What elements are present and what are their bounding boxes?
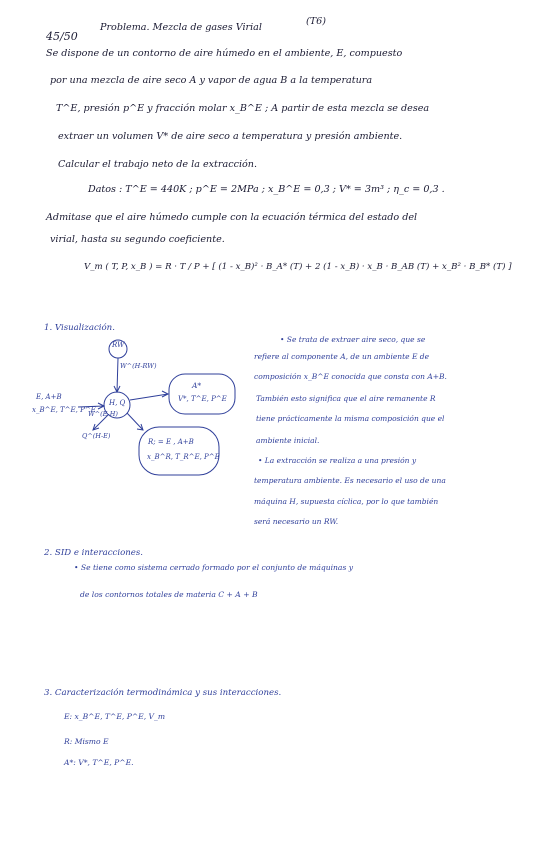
statement-line: extraer un volumen V* de aire seco a temperatura y presión ambiente.	[58, 131, 403, 142]
note-line: También esto significa que el aire remanente R	[256, 394, 436, 403]
machine-label: H, Q	[109, 399, 126, 407]
heat-label: Q^(H-E)	[82, 432, 111, 440]
a-star-box	[169, 374, 235, 414]
ambient-props-label: x_B^E, T^E, P^E	[32, 406, 96, 414]
assumption-line: Admitase que el aire húmedo cumple con la ecuación térmica del estado del	[46, 212, 418, 223]
work-top-label: W^(H-RW)	[120, 362, 157, 370]
sid-line: • Se tiene como sistema cerrado formado por el conjunto de máquinas y	[74, 563, 354, 572]
note-line: temperatura ambiente. Es necesario el uso de una	[254, 476, 446, 485]
statement-line: Calcular el trabajo neto de la extracción.	[58, 159, 258, 170]
rw-label: RW	[112, 341, 125, 349]
statement-line: T^E, presión p^E y fracción molar x_B^E ; A partir de esta mezcla se desea	[56, 103, 430, 114]
h-to-r-arrow	[127, 413, 143, 430]
statement-line: por una mezcla de aire seco A y vapor de agua B a la temperatura	[50, 75, 373, 86]
note-line: tiene prácticamente la misma composición que el	[256, 414, 445, 423]
section-heading-characterization: 3. Caracterización termodinámica y sus interacciones.	[44, 688, 282, 698]
page-number: 45/50	[46, 30, 78, 43]
characterization-item: A*: V*, T^E, P^E.	[64, 758, 134, 767]
work-left-label: W^(E-H)	[88, 410, 118, 418]
characterization-item: R: Mismo E	[64, 737, 109, 746]
rw-arrow	[117, 358, 118, 392]
note-line: composición x_B^E conocida que consta con A+B.	[254, 372, 447, 381]
ambient-state-label: E, A+B	[36, 393, 62, 401]
note-line: ambiente inicial.	[256, 436, 320, 445]
section-heading-visualization: 1. Visualización.	[44, 323, 115, 333]
characterization-item: E: x_B^E, T^E, P^E, V_m	[64, 712, 166, 721]
remanent-label: R; = E , A+B	[148, 438, 194, 446]
section-heading-sid: 2. SID e interacciones.	[44, 548, 144, 558]
note-line: • La extracción se realiza a una presión y	[258, 456, 417, 465]
note-line: será necesario un RW.	[254, 517, 339, 526]
remanent-props: x_B^R, T_R^E, P^E	[147, 453, 220, 461]
remanent-box	[139, 427, 219, 475]
sid-line: de los contornos totales de materia C + A + B	[80, 590, 258, 599]
virial-equation: V_m ( T, P, x_B ) = R · T / P + [ (1 - x_B)² · B_A* (T) + 2 (1 - x_B) · x_B · B_AB (T) + x_B² · B_B* (T) ]	[84, 262, 512, 272]
problem-title: Problema. Mezcla de gases Virial	[100, 22, 262, 33]
note-line: refiere al componente A, de un ambiente E de	[254, 352, 430, 361]
extracted-air-label: A*	[192, 381, 202, 390]
assumption-line: virial, hasta su segundo coeficiente.	[50, 234, 225, 245]
topic-tag: (T6)	[306, 16, 326, 27]
statement-line: Se dispone de un contorno de aire húmedo en el ambiente, E, compuesto	[46, 48, 403, 59]
extracted-air-props: V*, T^E, P^E	[178, 395, 227, 403]
data-line: Datos : T^E = 440K ; p^E = 2MPa ; x_B^E = 0,3 ; V* = 3m³ ; η_c = 0,3 .	[88, 184, 445, 195]
note-line: máquina H, supuesta cíclica, por lo que también	[254, 497, 439, 506]
note-line: • Se trata de extraer aire seco, que se	[280, 335, 426, 344]
